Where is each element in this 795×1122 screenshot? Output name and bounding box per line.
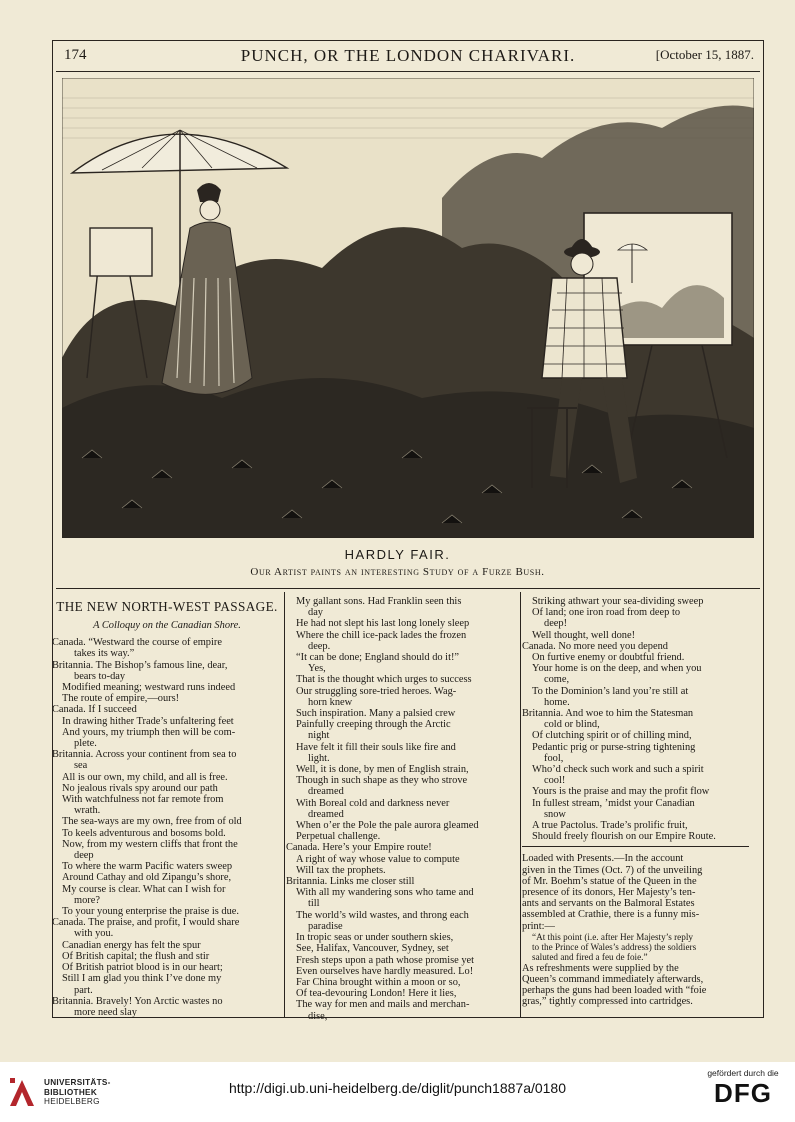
poem-line: Painfully creeping through the Arctic [296,719,451,731]
poem-line: Though in such shape as they who strove [296,775,468,787]
poem-line: With Boreal cold and darkness never [296,797,450,809]
poem-line: Pedantic prig or purse-string tightening [532,741,696,753]
column-1 [52,596,282,1018]
poem-line: dise, [308,1010,328,1022]
digitization-footer [0,1062,795,1122]
poem-line: Even ourselves have hardly measured. Lo! [296,965,474,977]
poem-line: That is the thought which urges to success [296,674,472,686]
sponsor-label: gefördert durch die [707,1068,779,1078]
poem-line: Where the chill ice-pack lades the frozen [296,629,467,641]
caption-rule [56,588,760,589]
poem-line: day [308,607,324,619]
poem-line: Britannia. Across your continent from sea to [52,749,237,761]
poem-line: Well thought, well done! [532,629,636,641]
poem-line: Should freely flourish on our Empire Route. [532,831,716,843]
poem-line: When o’er the Pole the pale aurora gleamed [296,820,479,832]
article-line: of Mr. Boehm’s statue of the Queen in the [522,875,697,887]
poem-line: Striking athwart your sea-dividing sweep [532,596,704,607]
poem-line: In tropic seas or under southern skies, [296,932,454,944]
article-line: gras,” tightly compressed into cartridges. [522,996,693,1008]
poem-line: A right of way whose value to compute [296,853,460,865]
poem-line: deep. [308,640,331,652]
poem-line: To the Dominion’s land you’re still at [532,685,689,697]
poem-line: The world’s wild wastes, and throng each [296,909,469,921]
poem-line: See, Halifax, Vancouver, Sydney, set [296,943,449,955]
poem-line: Of British capital; the flush and stir [62,950,210,962]
column-divider-2 [520,592,521,1018]
article-closing [522,963,758,1008]
poem-line: home. [544,696,570,708]
poem-line: Have felt it fill their souls like fire and [296,741,456,753]
masthead-date: [October 15, 1887. [655,47,754,62]
illustration-caption-title: HARDLY FAIR. [344,547,451,562]
poem-line: Of land; one iron road from deep to [532,607,681,619]
poem-line: plete. [74,738,97,750]
poem-line: To your young enterprise the praise is due. [62,906,240,918]
poem-line: cold or blind, [544,719,600,731]
poem-line: Your home is on the deep, and when you [532,663,702,675]
poem-line: To where the warm Pacific waters sweep [62,861,233,873]
article-line: Loaded with Presents.—In the account [522,853,684,865]
poem-line: come, [544,674,570,686]
library-name-line2: BIBLIOTHEK [44,1087,98,1097]
article-line: assembled at Crathie, there is a funny mis- [522,909,700,921]
poem-line: Britannia. And woe to him the Statesman [522,708,694,720]
poem-line: He had not slept his last long lonely sleep [296,618,470,630]
dfg-logo[interactable] [703,1068,783,1108]
article-loaded-with-presents [522,853,758,931]
poem-line: deep [74,850,94,862]
article-line: print:— [522,920,555,932]
poem-line: Canada. “Westward the course of empire [52,637,222,649]
column-divider-1 [284,592,285,1018]
masthead-rule [56,71,760,72]
poem-line: Of clutching spirit or of chilling mind, [532,730,692,742]
article-line: presence of its donors, Her Majesty’s ten- [522,887,696,899]
poem-line: more? [74,894,100,906]
quote-line: saluted and fired a feu de foie.” [532,952,648,963]
article-line: As refreshments were supplied by the [522,962,679,974]
poem-line: With all my wandering sons who tame and [296,887,474,899]
poem-line: Of tea-devouring London! Here it lies, [296,988,457,1000]
poem-line: Now, from my western cliffs that front the [62,838,238,850]
illustration-caption-subtitle: Our Artist paints an interesting Study of a Furze Bush. [250,566,545,578]
poem-line: snow [544,808,566,820]
poem-line: Who’d check such work and such a spirit [532,764,704,776]
poem-line: Our struggling sore-tried heroes. Wag- [296,685,457,697]
poem-line: The way for men and mails and merchan- [296,999,470,1011]
poem-line: Modified meaning; westward runs indeed [62,682,236,694]
poem-line: takes its way.” [74,648,135,660]
poem-line: sea [74,760,88,772]
poem-line: Yours is the praise and may the profit flow [532,786,710,798]
dfg-logo-text: DFG [714,1078,772,1108]
poem-line: Perpetual challenge. [296,831,381,843]
poem-line: dreamed [308,786,344,798]
poem-line: My course is clear. What can I wish for [62,883,226,895]
poem-line: more need slay [74,1006,137,1018]
column-2 [286,596,518,1022]
poem-line: Canada. If I succeed [52,704,137,716]
poem-line: light. [308,752,330,764]
poem-line: Canada. No more need you depend [522,640,668,652]
poem-line: with you. [74,928,114,940]
poem-line: With watchfulness not far remote from [62,794,224,806]
poem-line: night [308,730,330,742]
poem-line: Far China brought within a moon or so, [296,976,461,988]
engraving-illustration [62,78,754,538]
poem-line: Such inspiration. Many a palsied crew [296,708,456,720]
masthead-title: PUNCH, OR THE LONDON CHARIVARI. [240,46,576,65]
poem-line: Britannia. The Bishop’s famous line, dear, [52,659,228,671]
poem-line: All is our own, my child, and all is free. [62,771,228,783]
poem-line: “It can be done; England should do it!” [296,652,460,664]
poem-line: The route of empire,—ours! [62,693,180,705]
poem-line: Britannia. Links me closer still [286,876,415,888]
poem-lines-col2 [286,596,518,1022]
article-line: given in the Times (Oct. 7) of the unveiling [522,864,703,876]
poem-line: Canadian energy has felt the spur [62,939,201,951]
quote-line: to the Prince of Wales’s address) the soldiers [532,942,697,953]
article-line: perhaps the guns had been loaded with “foie [522,984,707,996]
poem-title: THE NEW NORTH-WEST PASSAGE. [56,599,278,614]
poem-line: My gallant sons. Had Franklin seen this [296,596,462,607]
column-3 [522,596,758,1007]
poem-subtitle: A Colloquy on the Canadian Shore. [93,620,241,631]
poem-line: In drawing hither Trade’s unfaltering feet [62,715,234,727]
article-divider [522,846,749,847]
library-name-line1: UNIVERSITÄTS- [44,1078,111,1087]
poem-line: dreamed [308,808,344,820]
poem-line: wrath. [74,805,101,817]
quote-line: “At this point (i.e. after Her Majesty’s reply [532,931,693,942]
poem-line: horn knew [308,696,353,708]
poem-line: Fresh steps upon a path whose promise yet [296,954,475,966]
poem-line: deep! [544,618,568,630]
poem-line: Britannia. Bravely! Yon Arctic wastes no [52,995,223,1007]
permalink-url[interactable]: http://digi.ub.uni-heidelberg.de/diglit/punch1887a/0180 [228,1080,567,1096]
poem-line: fool, [544,752,564,764]
poem-lines-col3 [522,596,758,842]
poem-line: bears to-day [74,670,126,682]
poem-line: Will tax the prophets. [296,864,386,876]
poem-line: cool! [544,775,566,787]
poem-line: No jealous rivals spy around our path [62,782,218,794]
article-line: ants and servants on the Balmoral Estates [522,898,695,910]
poem-line: Yes, [308,663,326,675]
poem-line: paradise [308,920,343,932]
poem-line: Canada. The praise, and profit, I would share [52,917,240,929]
poem-line: Canada. Here’s your Empire route! [286,842,432,854]
article-quote [522,932,758,963]
poem-line: Still I am glad you think I’ve done my [62,973,222,985]
library-name-line3: HEIDELBERG [44,1097,100,1106]
poem-line: till [308,898,320,910]
page-number: 174 [64,47,87,63]
poem-line: In fullest stream, ’midst your Canadian [532,797,695,809]
poem-line: Well, it is done, by men of English strain, [296,764,469,776]
poem-line: The sea-ways are my own, free from of old [62,816,242,828]
poem-line: Around Cathay and old Zipangu’s shore, [62,872,232,884]
poem-line: And yours, my triumph then will be com- [62,726,236,738]
poem-line: On furtive enemy or doubtful friend. [532,652,685,664]
poem-lines-col1 [52,637,282,1018]
article-line: Queen’s command immediately afterwards, [522,973,704,985]
poem-line: To keels adventurous and bosoms bold. [62,827,226,839]
poem-line: A true Pactolus. Trade’s prolific fruit, [532,820,688,832]
masthead [60,44,756,70]
poem-line: part. [74,984,93,996]
poem-line: Of British patriot blood is in our heart; [62,962,223,974]
